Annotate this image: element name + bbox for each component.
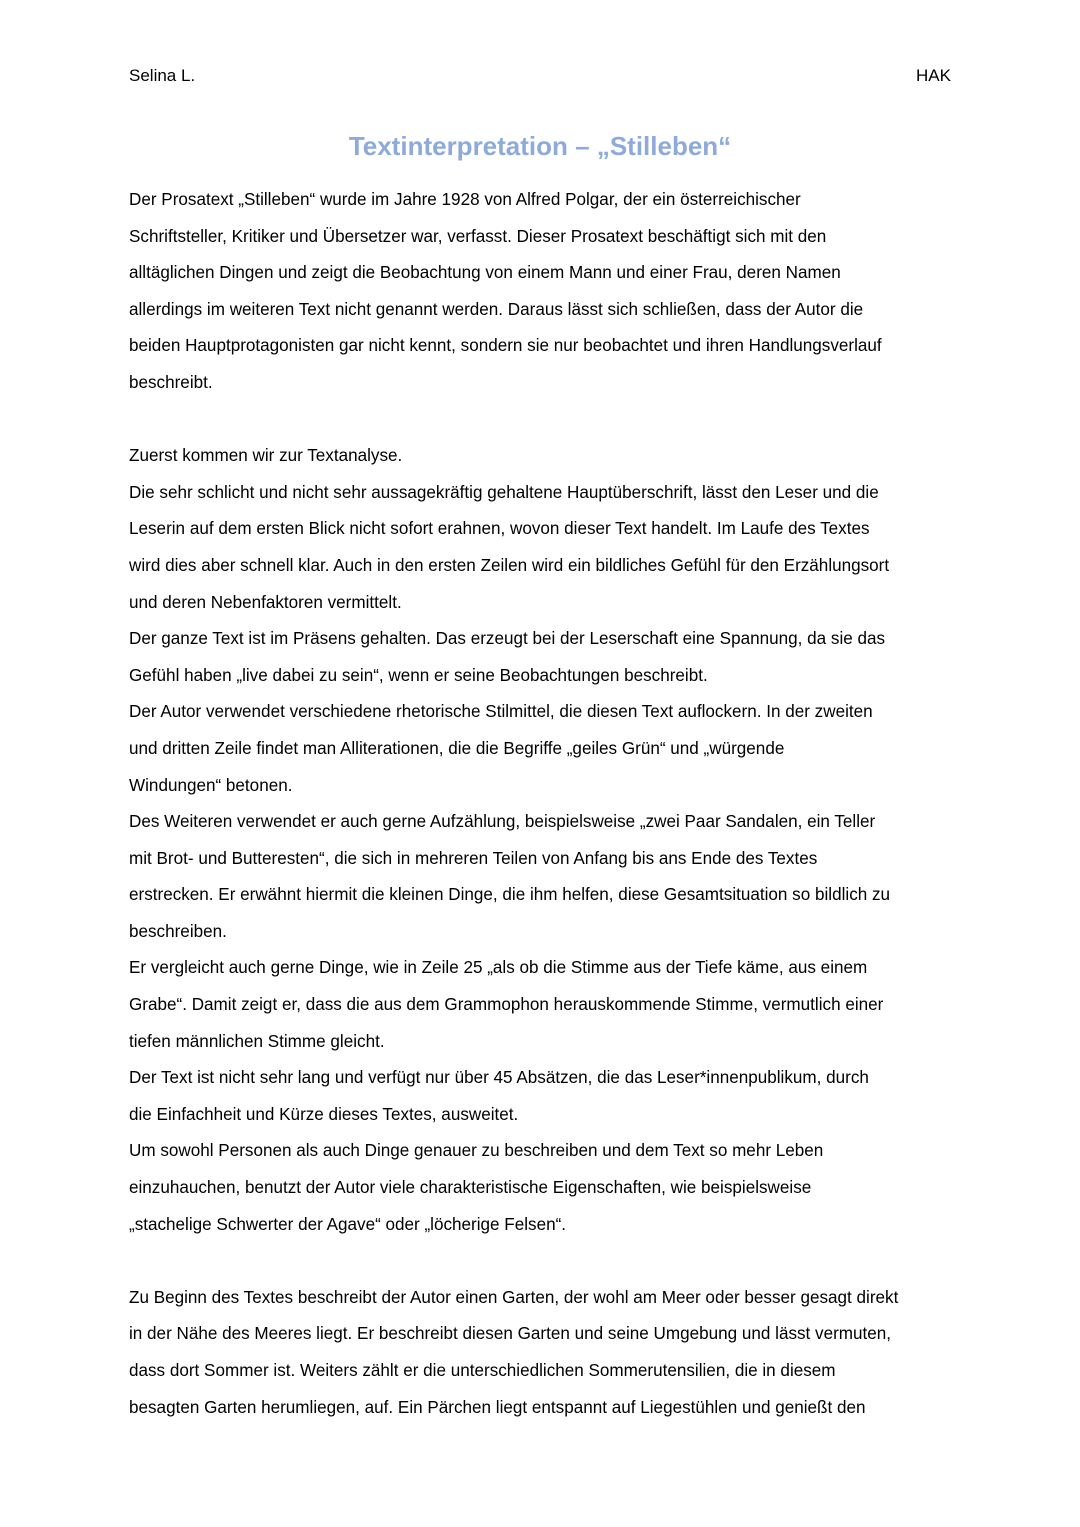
text-line: Grabe“. Damit zeigt er, dass die aus dem Grammophon herauskommende Stimme, vermutlich einer [129,995,884,1015]
text-line: beschreibt. [129,372,213,392]
text-line: Der Prosatext „Stilleben“ wurde im Jahre 1928 von Alfred Polgar, der ein österreichischer [129,190,801,209]
text-line: allerdings im weiteren Text nicht genannt werden. Daraus lässt sich schließen, dass der Autor die [129,299,864,319]
text-line: beschreiben. [129,921,227,941]
text-line: und dritten Zeile findet man Alliterationen, die die Begriffe „geiles Grün“ und „würgende [129,738,785,758]
text-line: Schriftsteller, Kritiker und Übersetzer war, verfasst. Dieser Prosatext beschäftigt sich mit den [129,226,827,246]
text-line: in der Nähe des Meeres liegt. Er beschreibt diesen Garten und seine Umgebung und lässt vermuten, [129,1324,892,1344]
text-line: wird dies aber schnell klar. Auch in den ersten Zeilen wird ein bildliches Gefühl für den Erzählungsort [129,555,890,575]
paragraph-gap [129,1243,961,1280]
text-line: erstrecken. Er erwähnt hiermit die kleinen Dinge, die ihm helfen, diese Gesamtsituation so bildlich zu [129,885,891,905]
text-line: tiefen männlichen Stimme gleicht. [129,1031,385,1051]
text-line: Zuerst kommen wir zur Textanalyse. [129,446,403,466]
text-line: Er vergleicht auch gerne Dinge, wie in Zeile 25 „als ob die Stimme aus der Tiefe käme, aus einem [129,958,868,978]
text-line: mit Brot- und Butteresten“, die sich in mehreren Teilen von Anfang bis ans Ende des Textes [129,848,818,868]
school-label: HAK [916,66,951,85]
text-line: Zu Beginn des Textes beschreibt der Autor einen Garten, der wohl am Meer oder besser gesagt direkt [129,1287,899,1307]
text-line: „stachelige Schwerter der Agave“ oder „löcherige Felsen“. [129,1214,567,1234]
text-line: Der ganze Text ist im Präsens gehalten. Das erzeugt bei der Leserschaft eine Spannung, da sie das [129,629,886,649]
text-line: Der Text ist nicht sehr lang und verfügt nur über 45 Absätzen, die das Leser*innenpublikum, durch [129,1068,869,1088]
text-line: Des Weiteren verwendet er auch gerne Aufzählung, beispielsweise „zwei Paar Sandalen, ein Teller [129,812,876,832]
text-line: die Einfachheit und Kürze dieses Textes, ausweitet. [129,1104,519,1124]
text-line: dass dort Sommer ist. Weiters zählt er die unterschiedlichen Sommerutensilien, die in diesem [129,1361,836,1380]
text-line: alltäglichen Dingen und zeigt die Beobachtung von einem Mann und einer Frau, deren Namen [129,263,841,283]
body-text [129,182,961,1426]
paragraph-gap [129,402,961,439]
text-line: einzuhauchen, benutzt der Autor viele charakteristische Eigenschaften, wie beispielsweise [129,1178,812,1198]
text-line: Windungen“ betonen. [129,775,293,795]
text-line: Um sowohl Personen als auch Dinge genauer zu beschreiben und dem Text so mehr Leben [129,1141,824,1161]
author-name: Selina L. [129,66,196,85]
text-line: und deren Nebenfaktoren vermittelt. [129,592,402,612]
text-line: Der Autor verwendet verschiedene rhetorische Stilmittel, die diesen Text auflockern. In der zweiten [129,702,873,722]
text-line: Leserin auf dem ersten Blick nicht sofort erahnen, wovon dieser Text handelt. Im Laufe des Textes [129,519,870,539]
text-line: besagten Garten herumliegen, auf. Ein Pärchen liegt entspannt auf Liegestühlen und genießt den [129,1397,866,1417]
text-line: Die sehr schlicht und nicht sehr aussagekräftig gehaltene Hauptüberschrift, lässt den Leser und die [129,482,879,502]
text-line: beiden Hauptprotagonisten gar nicht kennt, sondern sie nur beobachtet und ihren Handlungsverlauf [129,336,882,356]
page-header [129,64,951,88]
text-line: Gefühl haben „live dabei zu sein“, wenn er seine Beobachtungen beschreibt. [129,665,708,685]
document-title: Textinterpretation – „Stilleben“ [348,131,732,161]
